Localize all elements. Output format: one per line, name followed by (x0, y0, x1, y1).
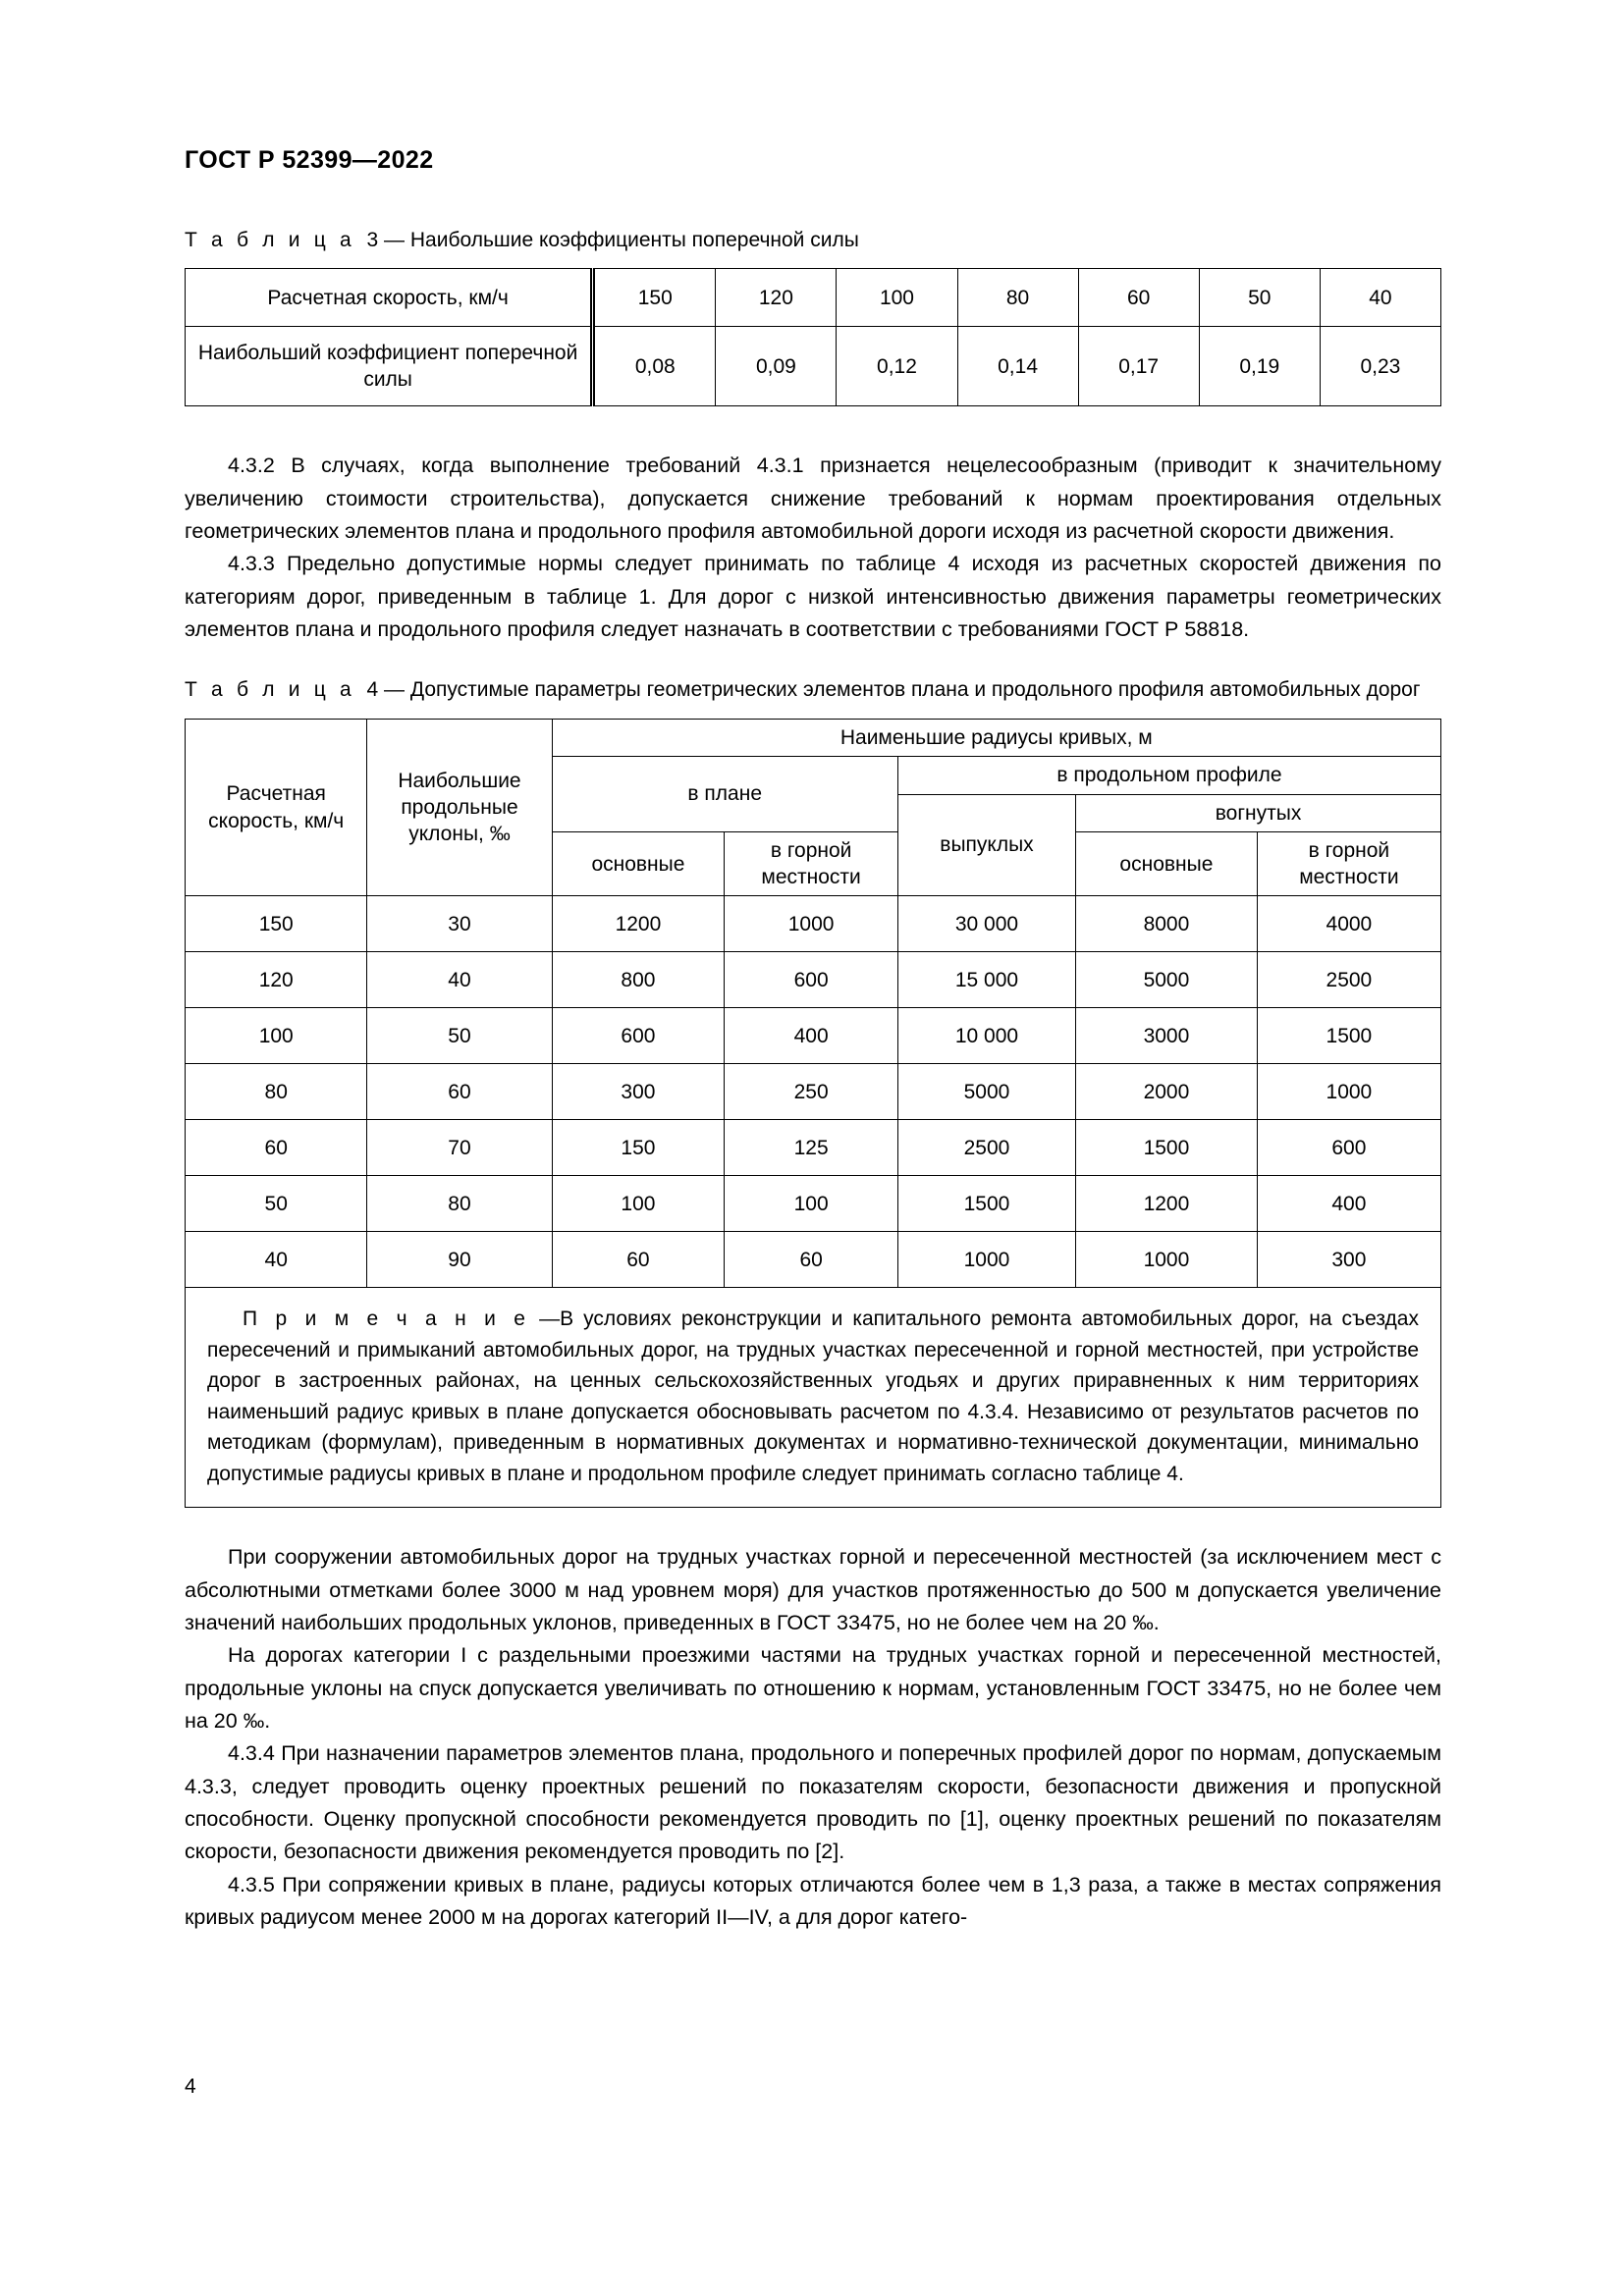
table3-coefficient-2: 0,12 (837, 327, 957, 406)
table4-cell-slope: 60 (367, 1064, 552, 1120)
table4-note (186, 1288, 1441, 1508)
table4-cell-speed: 120 (186, 952, 367, 1008)
table-row (186, 1120, 1441, 1176)
table4-header-slope: Наибольшие продольные уклоны, ‰ (367, 720, 552, 896)
table3-speed-5: 50 (1199, 269, 1320, 327)
table-row (186, 1176, 1441, 1232)
clause-4-3-4: 4.3.4 При назначении параметров элементов плана, продольного и поперечных профилей дорог по нормам, допускаемым 4.3.3, следует проводить оценку проектных решений по показателям скорости, безопасности движения и пропускной способности. Оценку пропускной способности рекомендуется проводить по [1], оценку проектных решений по показателям скорости, безопасности движения рекомендуется проводить по [2]. (185, 1741, 1441, 1864)
table4-cell-concave-main: 8000 (1076, 896, 1258, 952)
table4-cell-concave-mountain: 600 (1257, 1120, 1440, 1176)
table4-cell-convex: 2500 (897, 1120, 1075, 1176)
table4-cell-slope: 90 (367, 1232, 552, 1288)
table-row (186, 952, 1441, 1008)
table3-speed-2: 100 (837, 269, 957, 327)
clause-4-3-2: 4.3.2 В случаях, когда выполнение требований 4.3.1 признается нецелесообразным (приводит к значительному увеличению стоимости строительства), допускается снижение требований к нормам проектирования отдельных геометрических элементов плана и продольного профиля автомобильной дороги исходя из расчетной скорости движения. (185, 454, 1441, 543)
clause-4-3-3: 4.3.3 Предельно допустимые нормы следует принимать по таблице 4 исходя из расчетных скоростей движения по категориям дорог, приведенным в таблице 1. Для дорог с низкой интенсивностью движения параметры геометрических элементов плана и продольного профиля следует назначать в соответствии с требованиями ГОСТ Р 58818. (185, 552, 1441, 641)
table4-header-plan-main: основные (552, 831, 725, 896)
table4-header-in-profile: в продольном профиле (897, 757, 1440, 794)
table4-cell-plan-mountain: 600 (725, 952, 898, 1008)
table4-cell-concave-mountain: 1500 (1257, 1008, 1440, 1064)
table3-coefficient-6: 0,23 (1320, 327, 1440, 406)
paragraph-category-1-roads: На дорогах категории I с раздельными проезжими частями на трудных участках горной и пересеченной местностей, продольные уклоны на спуск допускается увеличивать по отношению к нормам, установленным ГОСТ 33475, но не более чем на 20 ‰. (185, 1643, 1441, 1734)
table4-cell-plan-mountain: 100 (725, 1176, 898, 1232)
paragraph-mountain-slopes: При сооружении автомобильных дорог на трудных участках горной и пересеченной местностей (за исключением мест с абсолютными отметками более 3000 м над уровнем моря) для участков протяженностью до 500 м допускается увеличение значений наибольших продольных уклонов, приведенных в ГОСТ 33475, но не более чем на 20 ‰. (185, 1545, 1441, 1635)
table4-cell-convex: 5000 (897, 1064, 1075, 1120)
table3-speed-4: 60 (1078, 269, 1199, 327)
table4-cell-speed: 150 (186, 896, 367, 952)
table4-cell-concave-mountain: 4000 (1257, 896, 1440, 952)
table3-coefficient-1: 0,09 (716, 327, 837, 406)
table3-row-label-speed: Расчетная скорость, км/ч (186, 269, 593, 327)
table4-cell-concave-mountain: 2500 (1257, 952, 1440, 1008)
table3-caption-number: 3 (366, 228, 379, 251)
table4-caption-dash: — (384, 678, 406, 702)
table3-caption-dash: — (384, 228, 406, 251)
table4-header-concave-mountain: в горной местности (1257, 831, 1440, 896)
table4-caption-title: Допустимые параметры геометрических элементов плана и продольного профиля автомобильных дорог (409, 678, 1421, 702)
table4-cell-concave-main: 1000 (1076, 1232, 1258, 1288)
table3-speed-1: 120 (716, 269, 837, 327)
table3-speed-3: 80 (957, 269, 1078, 327)
table4-cell-convex: 15 000 (897, 952, 1075, 1008)
table4-cell-plan-mountain: 125 (725, 1120, 898, 1176)
table4-cell-concave-mountain: 400 (1257, 1176, 1440, 1232)
table4-cell-plan-main: 1200 (552, 896, 725, 952)
table-row (186, 1064, 1441, 1120)
table4-header-in-plan: в плане (552, 757, 897, 832)
table4-note-row (186, 1288, 1441, 1508)
table4-cell-plan-mountain: 400 (725, 1008, 898, 1064)
table-row (186, 269, 1441, 327)
table-3 (185, 268, 1441, 406)
table3-row-label-coefficient: Наибольший коэффициент поперечной силы (186, 327, 593, 406)
table4-cell-speed: 80 (186, 1064, 367, 1120)
page-number: 4 (185, 2075, 196, 2098)
table3-coefficient-3: 0,14 (957, 327, 1078, 406)
table-row (186, 1232, 1441, 1288)
table4-caption (185, 675, 1441, 705)
table4-cell-speed: 100 (186, 1008, 367, 1064)
table4-header-radii: Наименьшие радиусы кривых, м (552, 720, 1440, 757)
table4-cell-plan-mountain: 250 (725, 1064, 898, 1120)
table4-cell-concave-main: 2000 (1076, 1064, 1258, 1120)
clause-4-3-5: 4.3.5 При сопряжении кривых в плане, радиусы которых отличаются более чем в 1,3 раза, а также в местах сопряжения кривых радиусом менее 2000 м на дорогах категорий II—IV, а для дорог катего- (185, 1872, 1441, 1929)
table4-cell-concave-main: 1500 (1076, 1120, 1258, 1176)
table3-speed-6: 40 (1320, 269, 1440, 327)
table3-coefficient-4: 0,17 (1078, 327, 1199, 406)
table4-cell-concave-main: 1200 (1076, 1176, 1258, 1232)
table4-header-plan-mountain: в горной местности (725, 831, 898, 896)
table4-caption-label: Т а б л и ц а (185, 678, 355, 702)
body-text-block (185, 1541, 1441, 1934)
table-row (186, 327, 1441, 406)
table3-caption (185, 226, 1441, 255)
table4-cell-slope: 30 (367, 896, 552, 952)
table4-cell-speed: 40 (186, 1232, 367, 1288)
table3-coefficient-0: 0,08 (593, 327, 716, 406)
table3-caption-label: Т а б л и ц а (185, 228, 355, 251)
table4-cell-plan-main: 60 (552, 1232, 725, 1288)
table4-cell-concave-main: 3000 (1076, 1008, 1258, 1064)
table4-header-concave-main: основные (1076, 831, 1258, 896)
table-row (186, 896, 1441, 952)
table4-header-speed: Расчетная скорость, км/ч (186, 720, 367, 896)
table4-header-concave: вогнутых (1076, 794, 1441, 831)
table4-cell-plan-mountain: 60 (725, 1232, 898, 1288)
table3-caption-title: Наибольшие коэффициенты поперечной силы (409, 228, 859, 251)
table4-note-dash: — (539, 1308, 561, 1331)
page-content (185, 147, 1441, 1934)
table4-cell-plan-main: 300 (552, 1064, 725, 1120)
table4-cell-convex: 1500 (897, 1176, 1075, 1232)
table4-header-row (186, 720, 1441, 757)
table4-cell-slope: 70 (367, 1120, 552, 1176)
table3-coefficient-5: 0,19 (1199, 327, 1320, 406)
table4-caption-number: 4 (366, 678, 379, 702)
table4-cell-plan-main: 100 (552, 1176, 725, 1232)
table-row (186, 1008, 1441, 1064)
table4-cell-convex: 30 000 (897, 896, 1075, 952)
table4-cell-convex: 10 000 (897, 1008, 1075, 1064)
table4-cell-plan-main: 800 (552, 952, 725, 1008)
table4-cell-concave-mountain: 1000 (1257, 1064, 1440, 1120)
table4-cell-convex: 1000 (897, 1232, 1075, 1288)
table4-cell-speed: 60 (186, 1120, 367, 1176)
table4-note-text: В условиях реконструкции и капитального ремонта автомобильных дорог, на съездах пересечений и примыканий автомобильных дорог, на трудных участках пересеченной и горной местностей, при устройстве дорог в застроенных районах, на ценных сельскохозяйственных угодьях и других приравненных к ним территориях наименьший радиус кривых в плане допускается обосновывать расчетом по 4.3.4. Независимо от результатов расчетов по методикам (формулам), приведенным в нормативных документах и нормативно-технической документации, минимально допустимые радиусы кривых в плане и продольном профиле следует принимать согласно таблице 4. (207, 1308, 1419, 1485)
table3-speed-0: 150 (593, 269, 716, 327)
table4-note-label: П р и м е ч а н и е (243, 1308, 530, 1331)
table4-cell-speed: 50 (186, 1176, 367, 1232)
table4-header-convex: выпуклых (897, 794, 1075, 896)
table4-cell-plan-mountain: 1000 (725, 896, 898, 952)
table-4 (185, 719, 1441, 1508)
table4-cell-concave-mountain: 300 (1257, 1232, 1440, 1288)
table4-cell-plan-main: 150 (552, 1120, 725, 1176)
document-header: ГОСТ Р 52399—2022 (185, 146, 434, 174)
table4-cell-slope: 80 (367, 1176, 552, 1232)
table4-cell-slope: 40 (367, 952, 552, 1008)
table4-cell-concave-main: 5000 (1076, 952, 1258, 1008)
table4-cell-slope: 50 (367, 1008, 552, 1064)
table4-cell-plan-main: 600 (552, 1008, 725, 1064)
